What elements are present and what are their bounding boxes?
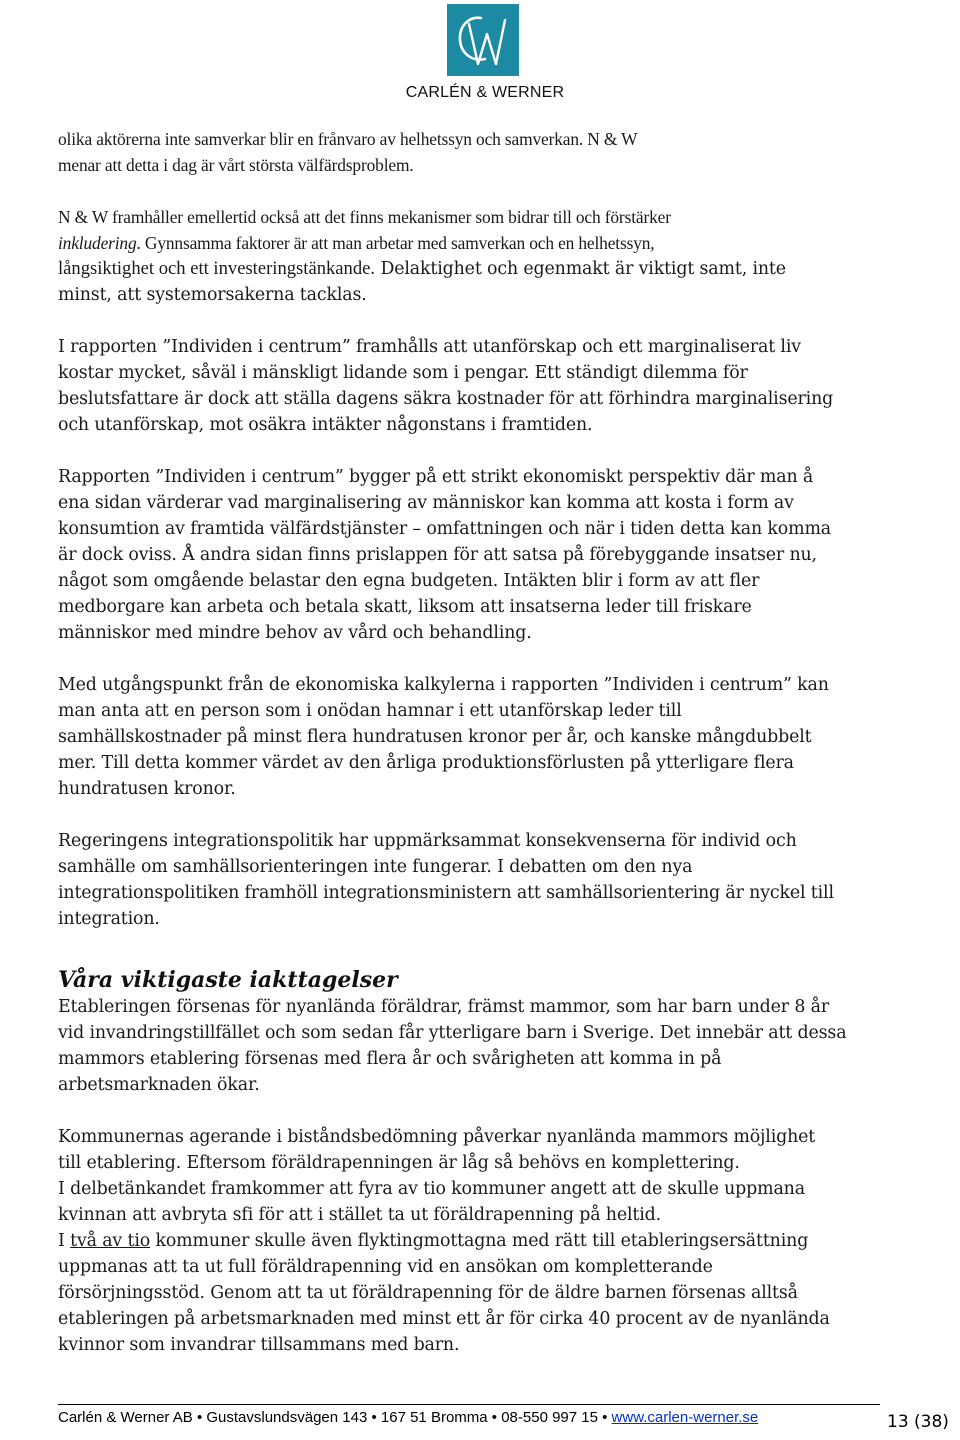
text-line: mer. Till detta kommer värdet av den årliga produktionsförlusten på ytterligare flera xyxy=(58,753,794,773)
text-line: försörjningsstöd. Genom att ta ut föräldrapenning för de äldre barnen försenas alltså xyxy=(58,1283,798,1303)
website-link[interactable]: www.carlen-werner.se xyxy=(611,1409,759,1426)
company-logo xyxy=(395,4,575,102)
text-line: uppmanas att ta ut full föräldrapenning vid en ansökan om kompletterande xyxy=(58,1257,713,1277)
text-line: etableringen på arbetsmarknaden med minst ett år för cirka 40 procent av de nyanlända xyxy=(58,1309,830,1329)
document-body xyxy=(58,126,918,1358)
paragraph xyxy=(58,672,918,802)
text-line: hundratusen kronor. xyxy=(58,779,236,799)
paragraph xyxy=(58,204,918,308)
text-line: något som omgående belastar den egna budgeten. Intäkten blir i form av att fler xyxy=(58,571,760,591)
text-line: samhällskostnader på minst flera hundratusen kronor per år, och kanske mångdubbelt xyxy=(58,727,812,747)
footer-address: Carlén & Werner AB • Gustavslundsvägen 143 • 167 51 Bromma • 08-550 997 15 • xyxy=(58,1409,612,1426)
text-span: långsiktighet och ett investeringstänkande. xyxy=(58,258,376,279)
paragraph xyxy=(58,126,918,178)
paragraph xyxy=(58,828,918,932)
paragraph xyxy=(58,994,918,1098)
text-line: olika aktörerna inte samverkar blir en frånvaro av helhetssyn och samverkan. N & W xyxy=(58,129,638,149)
text-line: beslutsfattare är dock att ställa dagens säkra kostnader för att förhindra marginalisering xyxy=(58,389,834,409)
text-line: medborgare kan arbeta och betala skatt, liksom att insatserna leder till friskare xyxy=(58,597,752,617)
text-line xyxy=(58,256,918,282)
text-line: menar att detta i dag är vårt största välfärdsproblem. xyxy=(58,155,414,175)
text-span: . Gynnsamma faktorer är att man arbetar med samverkan och en helhetssyn, xyxy=(136,233,655,253)
section-heading: Våra viktigaste iakttagelser xyxy=(58,967,398,993)
text-line: kvinnan att avbryta sfi för att i stället ta ut föräldrapenning på heltid. xyxy=(58,1205,662,1225)
text-line: är dock oviss. Å andra sidan finns prislappen för att satsa på förebyggande insatser nu, xyxy=(58,545,817,565)
text-span: kommuner skulle även flyktingmottagna med rätt till etableringsersättning xyxy=(150,1231,809,1251)
text-span: I xyxy=(58,1231,71,1251)
text-line: och utanförskap, mot osäkra intäkter någonstans i framtiden. xyxy=(58,415,593,435)
paragraph xyxy=(58,1124,918,1358)
text-line: till etablering. Eftersom föräldrapenningen är låg så behövs en komplettering. xyxy=(58,1153,740,1173)
footer xyxy=(58,1409,758,1426)
text-line: konsumtion av framtida välfärdstjänster – omfattningen och när i tiden detta kan komma xyxy=(58,519,832,539)
text-line: Rapporten ”Individen i centrum” bygger på ett strikt ekonomiskt perspektiv där man å xyxy=(58,467,814,487)
text-line: integrationspolitiken framhöll integrationsministern att samhällsorientering är nyckel till xyxy=(58,883,834,903)
logo-monogram-icon xyxy=(447,4,519,76)
text-line: kostar mycket, såväl i mänskligt lidande som i pengar. Ett ständigt dilemma för xyxy=(58,363,748,383)
text-line: I delbetänkandet framkommer att fyra av tio kommuner angett att de skulle uppmana xyxy=(58,1179,805,1199)
footer-divider xyxy=(58,1404,880,1405)
text-line: ena sidan värderar vad marginalisering av människor kan komma att kosta i form av xyxy=(58,493,794,513)
paragraph xyxy=(58,464,918,646)
page-number: 13 (38) xyxy=(887,1412,949,1432)
text-line: integration. xyxy=(58,909,160,929)
text-line: I rapporten ”Individen i centrum” framhålls att utanförskap och ett marginaliserat liv xyxy=(58,337,801,357)
text-line: människor med mindre behov av vård och behandling. xyxy=(58,623,532,643)
text-line xyxy=(58,1228,918,1254)
text-line: mammors etablering försenas med flera år och svårigheten att komma in på xyxy=(58,1049,722,1069)
text-line xyxy=(58,230,918,256)
text-line: minst, att systemorsakerna tacklas. xyxy=(58,285,367,305)
paragraph xyxy=(58,334,918,438)
text-line: kvinnor som invandrar tillsammans med barn. xyxy=(58,1335,460,1355)
underlined-term: två av tio xyxy=(70,1231,151,1251)
text-line: N & W framhåller emellertid också att det finns mekanismer som bidrar till och förstärker xyxy=(58,207,671,227)
logo-text: CARLÉN & WERNER xyxy=(405,84,565,101)
text-line: Regeringens integrationspolitik har uppmärksammat konsekvenserna för individ och xyxy=(58,831,797,851)
text-line: vid invandringstillfället och som sedan får ytterligare barn i Sverige. Det innebär att dessa xyxy=(58,1023,847,1043)
text-line: samhälle om samhällsorienteringen inte fungerar. I debatten om den nya xyxy=(58,857,693,877)
text-line: man anta att en person som i onödan hamnar i ett utanförskap leder till xyxy=(58,701,682,721)
text-line: arbetsmarknaden ökar. xyxy=(58,1075,260,1095)
text-line: Etableringen försenas för nyanlända föräldrar, främst mammor, som har barn under 8 år xyxy=(58,997,830,1017)
text-line: Kommunernas agerande i biståndsbedömning påverkar nyanlända mammors möjlighet xyxy=(58,1127,816,1147)
text-line: Med utgångspunkt från de ekonomiska kalkylerna i rapporten ”Individen i centrum” kan xyxy=(58,675,829,695)
italic-term: inkludering xyxy=(58,233,137,253)
text-span: Delaktighet och egenmakt är viktigt samt, inte xyxy=(375,259,786,279)
